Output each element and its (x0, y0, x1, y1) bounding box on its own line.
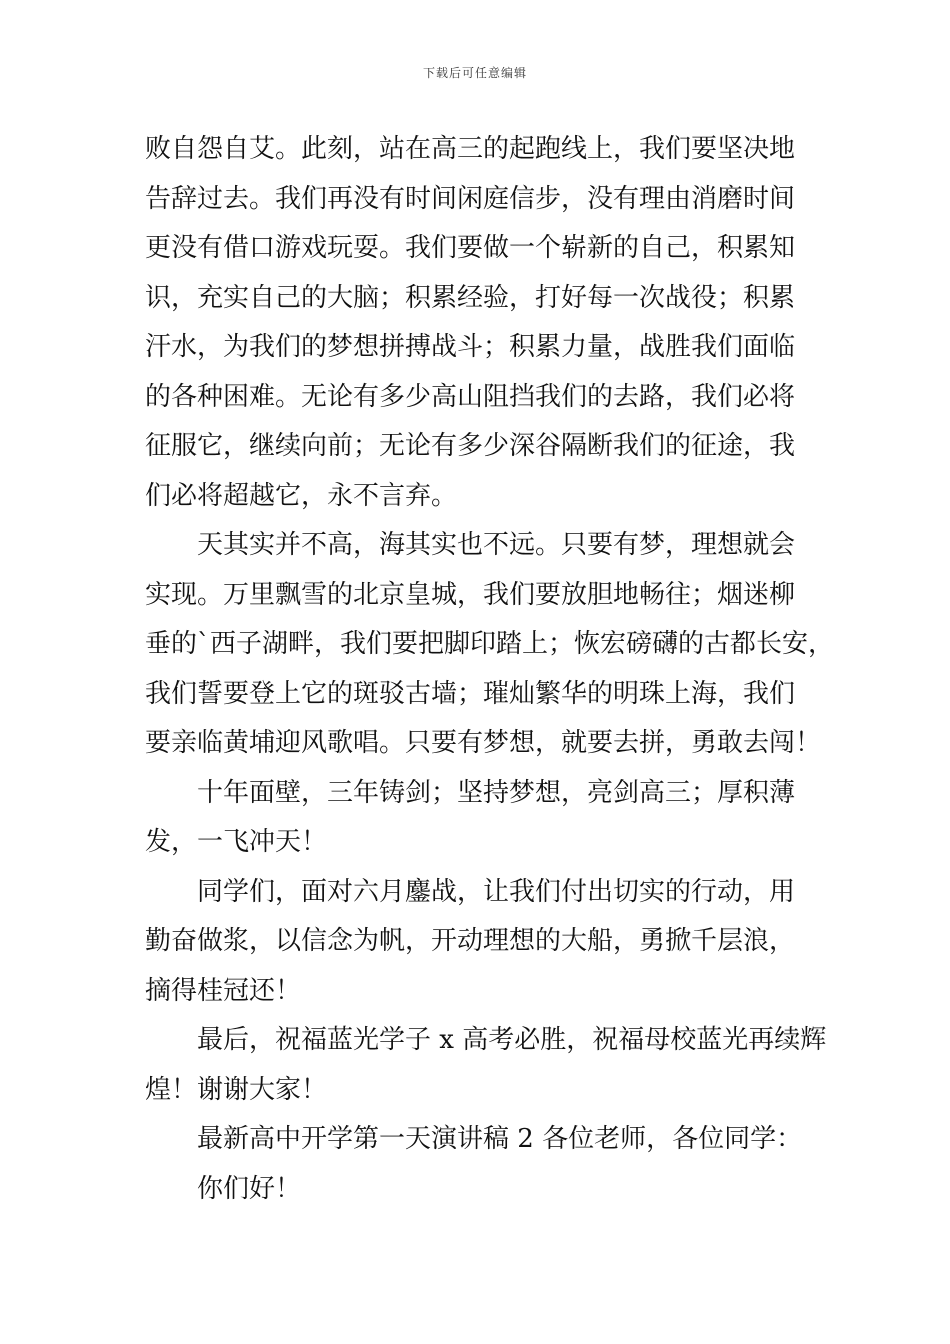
text-line: 们必将超越它，永不言弃。 (145, 480, 458, 511)
text-line: 汗水，为我们的梦想拼搏战斗；积累力量，战胜我们面临 (145, 332, 796, 362)
page-header: 下载后可任意编辑 (422, 66, 527, 80)
text-line: 天其实并不高，海其实也不远。只要有梦，理想就会 (197, 530, 796, 560)
text-line: 识，充实自己的大脑；积累经验，打好每一次战役；积累 (145, 282, 796, 313)
text-line: 的各种困难。无论有多少高山阻挡我们的去路，我们必将 (145, 381, 796, 412)
text-line: 垂的`西子湖畔，我们要把脚印踏上；恢宏磅礴的古都长安， (145, 629, 835, 659)
text-line: 你们好！ (197, 1173, 302, 1204)
text-line: 要亲临黄埔迎风歌唱。只要有梦想，就要去拼，勇敢去闯！ (145, 728, 822, 758)
text-line: 勤奋做浆，以信念为帆，开动理想的大船，勇掀千层浪， (145, 926, 796, 956)
text-line: 摘得桂冠还！ (145, 975, 302, 1006)
text-line: 更没有借口游戏玩耍。我们要做一个崭新的自己，积累知 (145, 233, 796, 263)
text-line: 征服它，继续向前；无论有多少深谷隔断我们的征途，我 (145, 431, 796, 461)
text-line: 实现。万里飘雪的北京皇城，我们要放胆地畅往；烟迷柳 (145, 579, 796, 610)
text-line: 败自怨自艾。此刻，站在高三的起跑线上，我们要坚决地 (145, 134, 796, 164)
text-line: 最后，祝福蓝光学子 x 高考必胜，祝福母校蓝光再续辉 (197, 1025, 827, 1055)
text-line: 告辞过去。我们再没有时间闲庭信步，没有理由消磨时间 (145, 183, 796, 214)
text-line: 煌！谢谢大家！ (145, 1074, 328, 1105)
text-line: 十年面壁，三年铸剑；坚持梦想，亮剑高三；厚积薄 (197, 777, 796, 808)
text-line: 最新高中开学第一天演讲稿 2 各位老师，各位同学： (197, 1124, 803, 1154)
text-line: 发，一飞冲天！ (145, 827, 328, 857)
document-body (145, 125, 835, 1214)
text-line: 我们誓要登上它的斑驳古墙；璀灿繁华的明珠上海，我们 (145, 678, 796, 709)
text-line: 同学们，面对六月鏖战，让我们付出切实的行动，用 (197, 876, 796, 907)
